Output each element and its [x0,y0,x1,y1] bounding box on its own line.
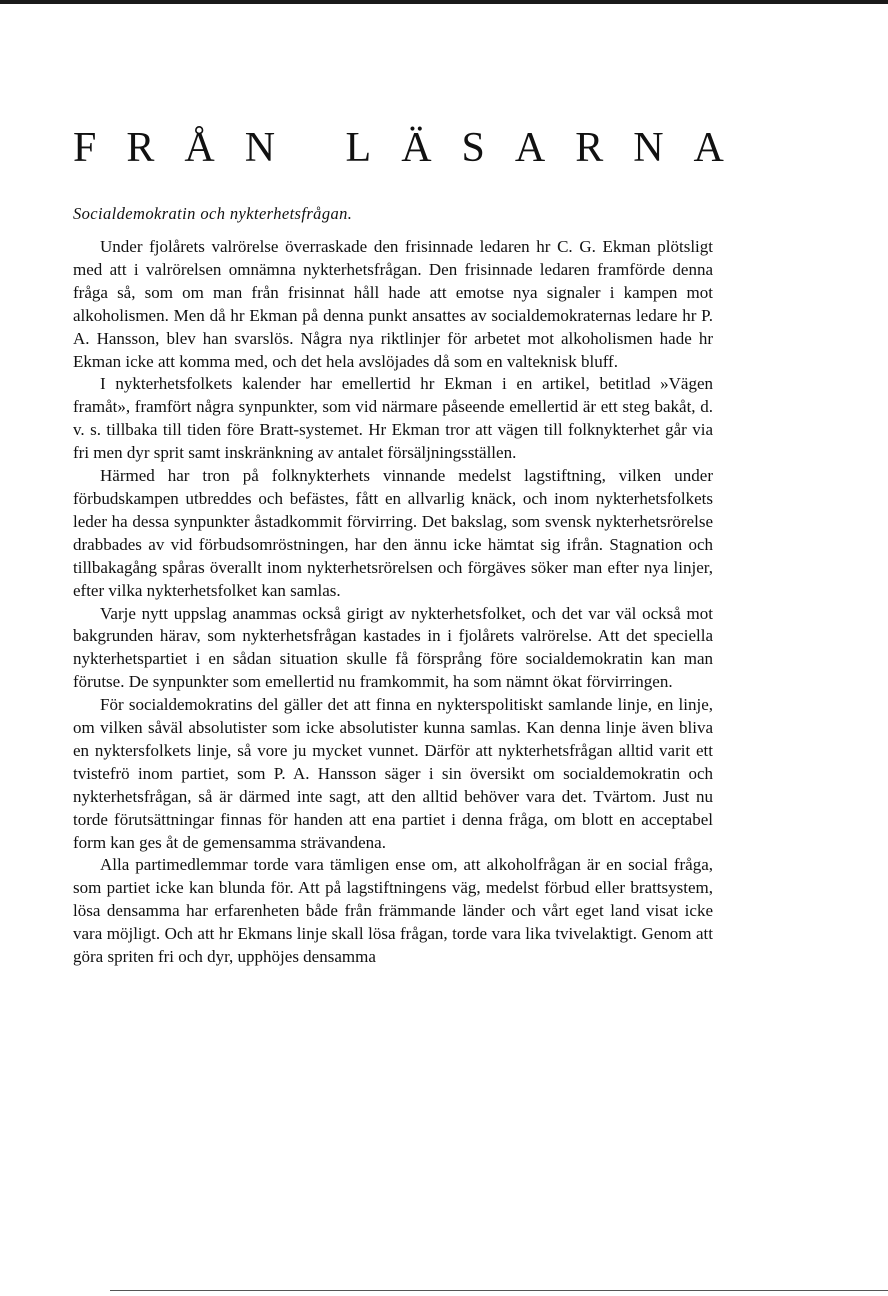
paragraph: Alla partimedlemmar torde vara tämligen ense om, att alkoholfrågan är en social fråga, som partiet icke kan blunda för. Att på lagstiftningens väg, medelst förbud eller brattsystem, lösa densamma har erfarenheten både från främmande länder och vårt eget land visat icke vara möjligt. Och att hr Ekmans linje skall lösa frågan, torde vara lika tvivelaktigt. Genom att göra spriten fri och dyr, upphöjes densamma [73,855,713,967]
bottom-edge-rule [110,1290,888,1291]
section-heading: FRÅN LÄSARNA [73,125,754,171]
paragraph: I nykterhetsfolkets kalender har emellertid hr Ekman i en artikel, betitlad »Vägen framåt», framfört några synpunkter, som vid närmare påseende emellertid är ett steg bakåt, d. v. s. tillbaka till tiden före Bratt-systemet. Hr Ekman tror att vägen till folknykterhet går via fri men dyr sprit samt inskränkning av antalet försäljningsställen. [73,374,713,463]
article-body [73,236,713,969]
paragraph: Under fjolårets valrörelse överraskade den frisinnade ledaren hr C. G. Ekman plötsligt med att i valrörelsen omnämna nykterhetsfrågan. Den frisinnade ledaren framförde denna fråga så, som om man från frisinnat håll hade att emotse nya signaler i kampen mot alkoholismen. Men då hr Ekman på denna punkt ansattes av socialdemokraternas ledare hr P. A. Hansson, blev han svarslös. Några nya riktlinjer för arbetet mot alkoholismen hade hr Ekman icke att komma med, och det hela avslöjades då som en valteknisk bluff. [73,237,713,371]
top-edge-rule [0,0,888,4]
paragraph: Härmed har tron på folknykterhets vinnande medelst lagstiftning, vilken under förbudskampen utbreddes och befästes, fått en allvarlig knäck, och inom nykterhetsfolkets leder ha dessa synpunkter åstadkommit förvirring. Det bakslag, som svensk nykterhetsrörelse drabbades av vid förbudsomröstningen, har den ännu icke hämtat sig ifrån. Stagnation och tillbakagång spåras överallt inom nykterhetsrörelsen och förgäves söker man efter nya linjer, efter vilka nykterhetsfolket kan samlas. [73,466,713,600]
page-content [73,118,754,969]
article-subtitle: Socialdemokratin och nykterhetsfrågan. [73,204,353,223]
paragraph: Varje nytt uppslag anammas också girigt av nykterhetsfolket, och det var väl också mot bakgrunden härav, som nykterhetsfrågan kastades in i fjolårets valrörelse. Att det speciella nykterhetspartiet i en sådan situation skulle få försprång före socialdemokratin kan man förutse. De synpunkter som emellertid nu framkommit, ha som nämnt ökat förvirringen. [73,603,713,692]
paragraph: För socialdemokratins del gäller det att finna en nykterspolitiskt samlande linje, en linje, om vilken såväl absolutister som icke absolutister kunna samlas. Kan denna linje även bliva en nyktersfolkets linje, så vore ju mycket vunnet. Därför att nykterhetsfrågan alltid varit ett tvistefrö inom partiet, som P. A. Hansson säger i sin översikt om socialdemokratin och nykterhetsfrågan, så är därmed inte sagt, att den alltid behöver vara det. Tvärtom. Just nu torde förutsättningar finnas för handen att ena partiet i denna fråga, om blott en acceptabel form kan ges åt de gemensamma strävandena. [73,695,713,852]
